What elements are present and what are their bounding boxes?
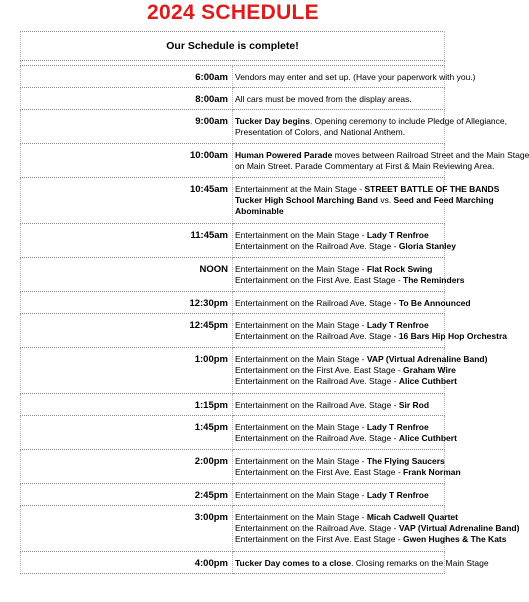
schedule-description <box>233 416 457 450</box>
schedule-row <box>21 552 445 574</box>
description-text: Entertainment on the Main Stage - <box>235 230 367 240</box>
schedule-row <box>21 314 445 348</box>
performer-name: Micah Cadwell Quartet <box>366 512 458 522</box>
description-text: Entertainment on the Main Stage - <box>235 354 367 364</box>
description-line <box>235 127 442 138</box>
description-line <box>235 206 442 217</box>
performer-name: The Reminders <box>403 275 465 285</box>
performer-name: VAP (Virtual Adrenaline Band) <box>366 354 488 364</box>
description-line <box>235 558 489 569</box>
schedule-row <box>21 416 445 450</box>
performer-name: Lady T Renfroe <box>366 422 429 432</box>
description-line <box>235 354 488 365</box>
schedule-header-row <box>21 32 445 61</box>
performer-name: Gloria Stanley <box>398 241 456 251</box>
description-line <box>235 365 456 376</box>
description-line <box>235 467 461 478</box>
schedule-description <box>233 88 445 110</box>
description-text: Entertainment on the Railroad Ave. Stage - <box>235 433 399 443</box>
schedule-row <box>21 506 445 552</box>
description-text: Entertainment on the Main Stage - <box>235 320 367 330</box>
schedule-row <box>21 110 445 144</box>
description-text: Entertainment on the Railroad Ave. Stage - <box>235 298 399 308</box>
schedule-row <box>21 224 445 258</box>
performer-name: Lady T Renfroe <box>366 320 429 330</box>
description-text: Entertainment on the Main Stage - <box>235 264 367 274</box>
schedule-time: 10:45am <box>21 178 233 224</box>
description-line <box>235 264 442 275</box>
description-line <box>235 456 445 467</box>
performer-name: To Be Announced <box>398 298 471 308</box>
performer-name: Tucker High School Marching Band <box>235 195 378 205</box>
description-text: Entertainment on the Railroad Ave. Stage - <box>235 523 399 533</box>
description-text: Entertainment on the First Ave. East Stage - <box>235 467 404 477</box>
description-line <box>235 422 442 433</box>
description-text: Entertainment on the Railroad Ave. Stage - <box>235 331 399 341</box>
schedule-time: 4:00pm <box>21 552 233 574</box>
description-line <box>235 400 442 411</box>
description-line <box>235 523 520 534</box>
schedule-description <box>233 292 471 314</box>
schedule-row <box>21 394 445 416</box>
description-line <box>235 230 442 241</box>
description-line <box>235 534 507 545</box>
schedule-description <box>233 314 507 348</box>
performer-name: Abominable <box>235 206 284 216</box>
schedule-time: 6:00am <box>21 66 233 88</box>
description-line <box>235 241 456 252</box>
description-text: Entertainment on the Railroad Ave. Stage - <box>235 241 399 251</box>
description-text: Entertainment on the First Ave. East Stage - <box>235 534 404 544</box>
schedule-subtitle: Our Schedule is complete! <box>21 32 445 61</box>
schedule-time: 1:45pm <box>21 416 233 450</box>
performer-name: Human Powered Parade <box>235 150 333 160</box>
description-text: Entertainment on the Main Stage - <box>235 456 367 466</box>
description-line <box>235 320 442 331</box>
schedule-description <box>233 348 488 394</box>
schedule-time: 3:00pm <box>21 506 233 552</box>
performer-name: 16 Bars Hip Hop Orchestra <box>398 331 507 341</box>
performer-name: Flat Rock Swing <box>366 264 433 274</box>
description-text: Entertainment on the Main Stage - <box>235 422 367 432</box>
performer-name: Graham Wire <box>403 365 456 375</box>
description-line <box>235 150 529 161</box>
schedule-time: 8:00am <box>21 88 233 110</box>
schedule-time: 12:45pm <box>21 314 233 348</box>
description-text: on Main Street. Parade Commentary at First & Main Reviewing Area. <box>235 161 495 171</box>
description-line <box>235 275 465 286</box>
description-line <box>235 490 442 501</box>
description-line <box>235 161 495 172</box>
performer-name: VAP (Virtual Adrenaline Band) <box>398 523 520 533</box>
description-line <box>235 116 507 127</box>
description-line <box>235 376 457 387</box>
schedule-description <box>233 66 476 88</box>
schedule-row <box>21 450 445 484</box>
description-text: Presentation of Colors, and National Anthem. <box>235 127 406 137</box>
description-line <box>235 195 494 206</box>
performer-name: Sir Rod <box>398 400 430 410</box>
schedule-description <box>233 484 445 506</box>
description-text: Entertainment on the Main Stage - <box>235 490 367 500</box>
description-text: Entertainment on the First Ave. East Stage - <box>235 365 404 375</box>
schedule-description <box>233 258 465 292</box>
schedule-row <box>21 348 445 394</box>
performer-name: STREET BATTLE OF THE BANDS <box>364 184 500 194</box>
performer-name: Alice Cuthbert <box>398 376 457 386</box>
schedule-description <box>233 552 489 574</box>
schedule-time: 9:00am <box>21 110 233 144</box>
schedule-time: 2:00pm <box>21 450 233 484</box>
performer-name: Tucker Day begins <box>235 116 310 126</box>
schedule-row <box>21 292 445 314</box>
description-line <box>235 331 507 342</box>
description-text: Entertainment on the Railroad Ave. Stage - <box>235 376 399 386</box>
description-text: Entertainment on the Main Stage - <box>235 512 367 522</box>
schedule-description <box>233 178 500 224</box>
performer-name: Lady T Renfroe <box>366 230 429 240</box>
performer-name: The Flying Saucers <box>366 456 445 466</box>
schedule-row <box>21 484 445 506</box>
schedule-description <box>233 144 529 178</box>
schedule-description <box>233 450 461 484</box>
description-text: . Closing remarks on the Main Stage <box>351 558 489 568</box>
description-line <box>235 72 476 83</box>
performer-name: Gwen Hughes & The Kats <box>403 534 507 544</box>
schedule-time: 2:45pm <box>21 484 233 506</box>
page-title: 2024 SCHEDULE <box>147 1 319 24</box>
schedule-time: 11:45am <box>21 224 233 258</box>
description-line <box>235 184 500 195</box>
schedule-table <box>20 31 529 574</box>
schedule-time: 12:30pm <box>21 292 233 314</box>
performer-name: Seed and Feed Marching <box>393 195 494 205</box>
description-line <box>235 94 442 105</box>
description-text: All cars must be moved from the display areas. <box>235 94 412 104</box>
description-text: Vendors may enter and set up. (Have your paperwork with you.) <box>235 72 476 82</box>
performer-name: Alice Cuthbert <box>398 433 457 443</box>
schedule-row <box>21 144 445 178</box>
description-line <box>235 433 457 444</box>
schedule-time: 10:00am <box>21 144 233 178</box>
schedule-description <box>233 394 445 416</box>
description-text: vs. <box>377 195 394 205</box>
performer-name: Lady T Renfroe <box>366 490 429 500</box>
description-line <box>235 512 458 523</box>
description-text: Entertainment on the First Ave. East Stage - <box>235 275 404 285</box>
schedule-row <box>21 178 445 224</box>
description-text: . Opening ceremony to include Pledge of Allegiance, <box>309 116 507 126</box>
schedule-body <box>21 32 529 574</box>
performer-name: Tucker Day comes to a close <box>235 558 352 568</box>
schedule-row <box>21 258 445 292</box>
schedule-row <box>21 88 445 110</box>
schedule-time: 1:15pm <box>21 394 233 416</box>
description-line <box>235 298 471 309</box>
schedule-row <box>21 66 445 88</box>
description-text: moves between Railroad Street and the Main Stage <box>332 150 529 160</box>
schedule-time: 1:00pm <box>21 348 233 394</box>
schedule-description <box>233 506 520 552</box>
schedule-description <box>233 110 507 144</box>
description-text: Entertainment at the Main Stage - <box>235 184 365 194</box>
schedule-description <box>233 224 456 258</box>
schedule-time: NOON <box>21 258 233 292</box>
performer-name: Frank Norman <box>403 467 461 477</box>
description-text: Entertainment on the Railroad Ave. Stage - <box>235 400 399 410</box>
